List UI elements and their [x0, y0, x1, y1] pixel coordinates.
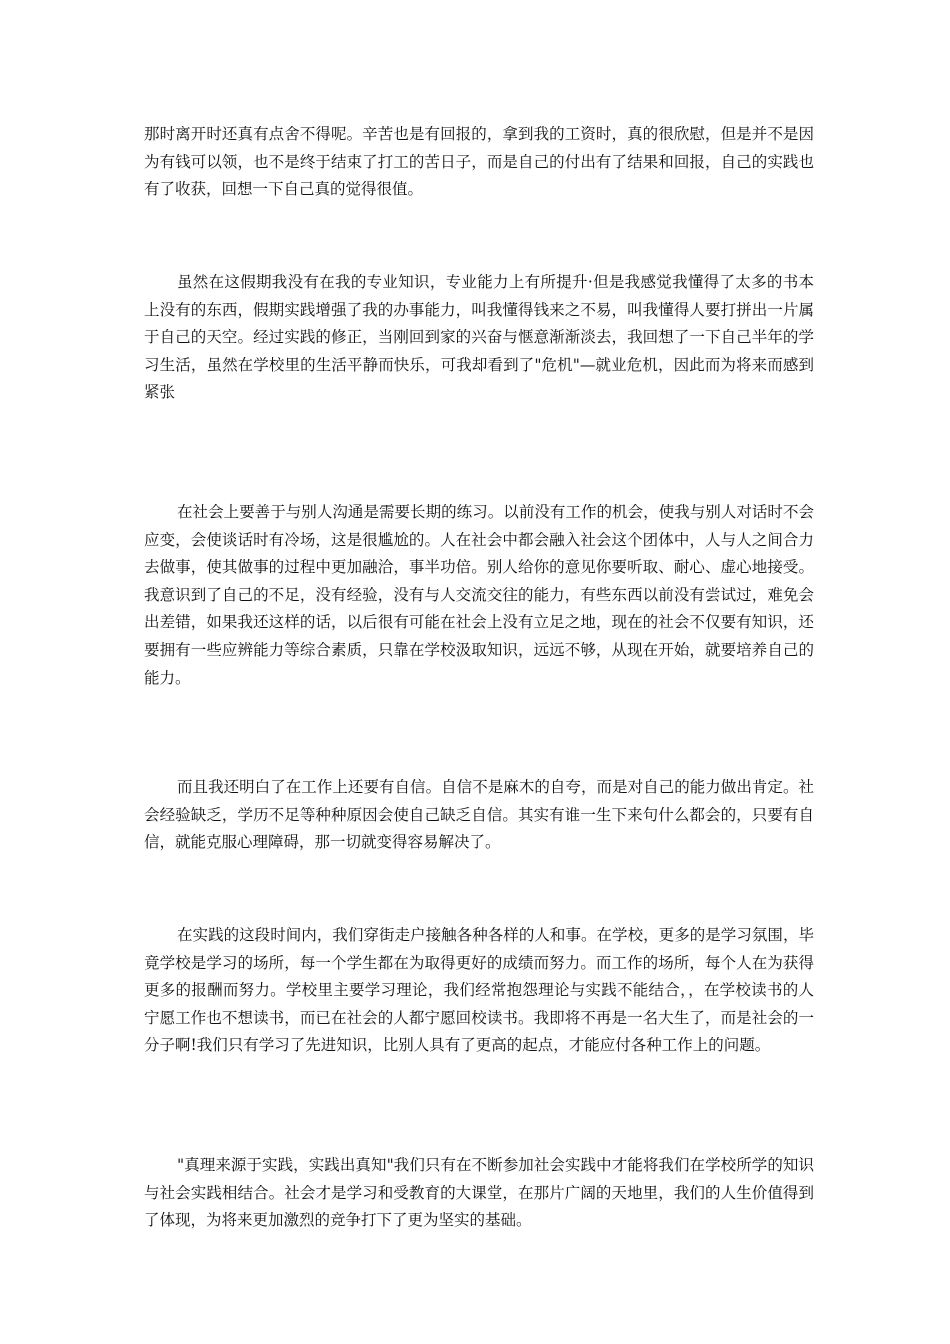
paragraph-school-vs-work: 在实践的这段时间内，我们穿街走户接触各种各样的人和事。在学校，更多的是学习氛围，毕竟学校是学习的场所，每一个学生都在为取得更好的成绩而努力。而工作的场所，每个人在为获得更多的报酬而努力。学校里主要学习理论，我们经常抱怨理论与实践不能结合，，在学校读书的人宁愿工作也不想读书，而已在社会的人都宁愿回校读书。我即将不再是一名大生了，而是社会的一分子啊!我们只有学习了先进知识，比别人具有了更高的起点，才能应付各种工作上的问题。 [144, 926, 814, 1055]
paragraph-truth-from-practice: "真理来源于实践，实践出真知"我们只有在不断参加社会实践中才能将我们在学校所学的知识与社会实践相结合。社会才是学习和受教育的大课堂，在那片广阔的天地里，我们的人生价值得到了体现，为将来更加激烈的竞争打下了更为坚实的基础。 [144, 1156, 814, 1230]
paragraph-job-reward: 那时离开时还真有点舍不得呢。辛苦也是有回报的，拿到我的工资时，真的很欣慰，但是并不是因为有钱可以领，也不是终于结束了打工的苦日子，而是自己的付出有了结果和回报，自己的实践也有了收获，回想一下自己真的觉得很值。 [144, 125, 814, 199]
paragraph-confidence: 而且我还明白了在工作上还要有自信。自信不是麻木的自夸，而是对自己的能力做出肯定。社会经验缺乏，学历不足等种种原因会使自己缺乏自信。其实有谁一生下来句什么都会的，只要有自信，就能克服心理障碍，那一切就变得容易解决了。 [144, 778, 814, 852]
paragraph-communication: 在社会上要善于与别人沟通是需要长期的练习。以前没有工作的机会，使我与别人对话时不会应变，会使谈话时有冷场，这是很尴尬的。人在社会中都会融入社会这个团体中，人与人之间合力去做事，使其做事的过程中更加融洽，事半功倍。别人给你的意见你要听取、耐心、虚心地接受。我意识到了自己的不足，没有经验，没有与人交流交往的能力，有些东西以前没有尝试过，难免会出差错，如果我还这样的话，以后很有可能在社会上没有立足之地，现在的社会不仅要有知识，还要拥有一些应辨能力等综合素质，只靠在学校汲取知识，远远不够，从现在开始，就要培养自己的能力。 [144, 503, 814, 687]
paragraph-holiday-practice: 虽然在这假期我没有在我的专业知识，专业能力上有所提升·但是我感觉我懂得了太多的书本上没有的东西，假期实践增强了我的办事能力，叫我懂得钱来之不易，叫我懂得人要打拼出一片属于自己的天空。经过实践的修正，当刚回到家的兴奋与惬意渐渐淡去，我回想了一下自己半年的学习生活，虽然在学校里的生活平静而快乐，可我却看到了"危机"—就业危机，因此而为将来而感到紧张 [144, 273, 814, 402]
